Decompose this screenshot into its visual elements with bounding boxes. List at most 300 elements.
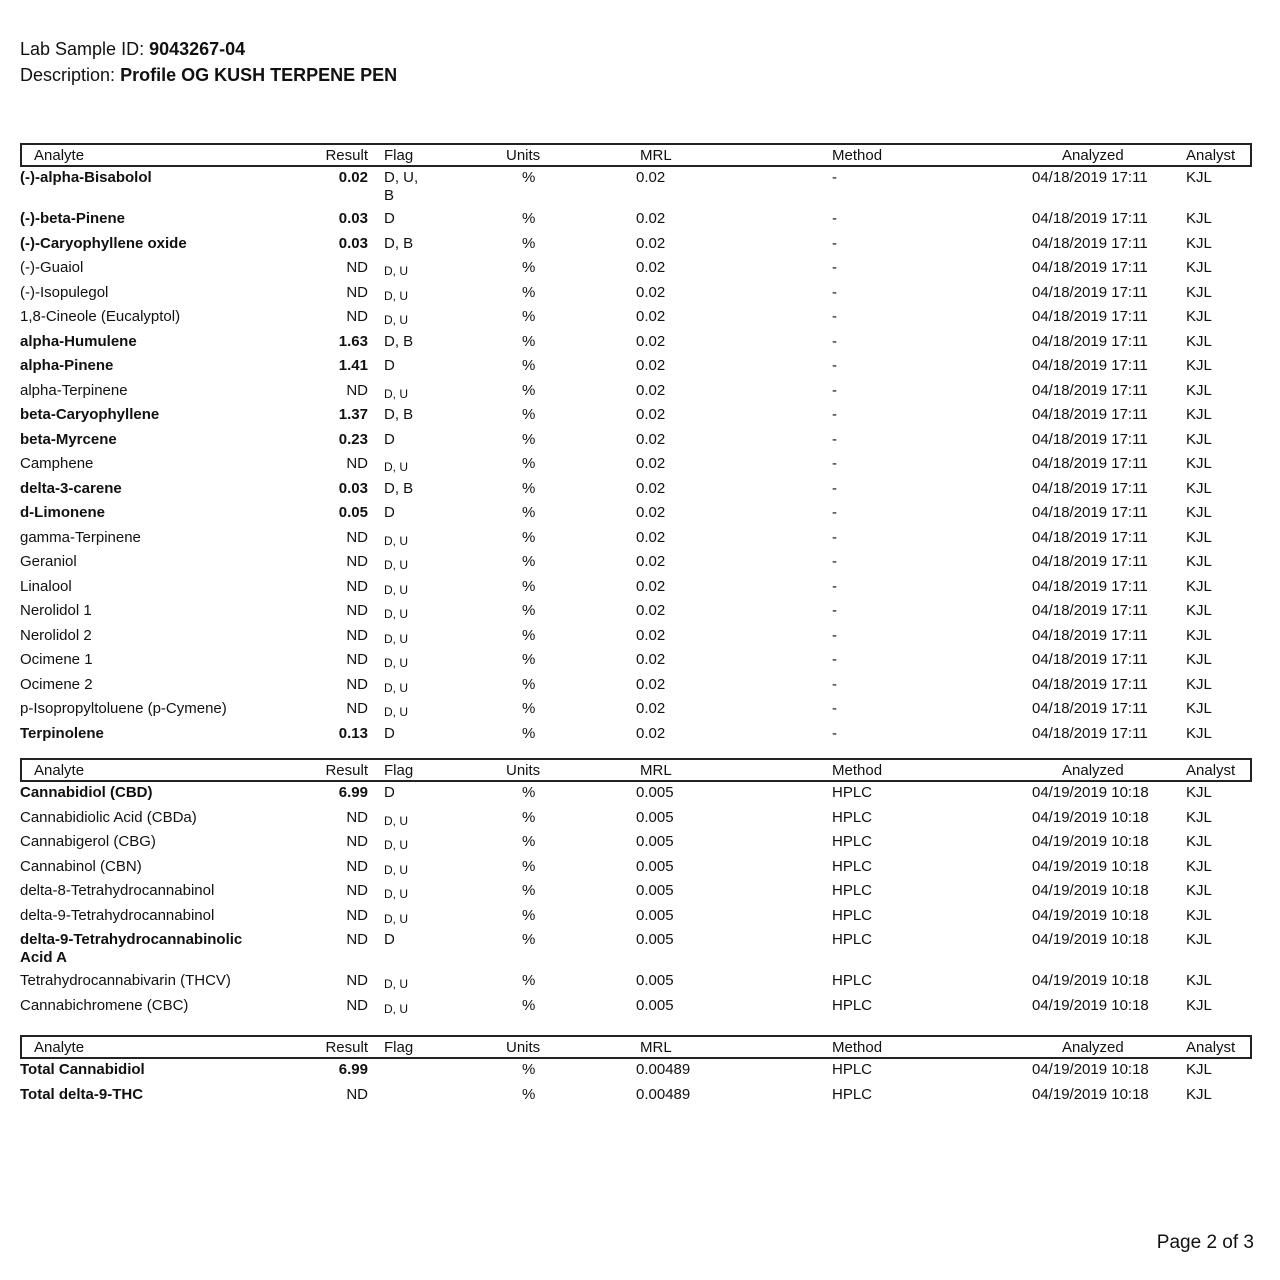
- column-header-result: Result: [325, 762, 368, 779]
- cell-result: ND: [346, 455, 368, 472]
- cell-analyzed: 04/18/2019 17:11: [1032, 308, 1148, 325]
- cell-units: %: [522, 882, 536, 899]
- cell-mrl: 0.02: [636, 210, 666, 227]
- cell-flag: D, U: [384, 862, 408, 877]
- cell-units: %: [522, 700, 536, 717]
- cell-analyzed: 04/19/2019 10:18: [1032, 833, 1149, 850]
- table-row: [20, 856, 1252, 881]
- cell-analyte: Ocimene 2: [20, 675, 93, 693]
- cell-mrl: 0.02: [636, 430, 666, 448]
- cell-flag: D, U: [384, 558, 408, 572]
- cell-mrl: 0.02: [636, 479, 666, 497]
- cell-analyzed: 04/18/2019 17:11: [1032, 381, 1148, 399]
- cell-flag: D, B: [384, 406, 414, 423]
- cell-units: %: [522, 430, 536, 448]
- cell-analyte: (-)-alpha-Bisabolol: [20, 169, 152, 186]
- cell-analyst: KJL: [1186, 332, 1212, 350]
- totals-table-header-row: [20, 1035, 1252, 1059]
- cell-units: %: [522, 675, 536, 693]
- cell-analyte: Camphene: [20, 455, 94, 472]
- cell-analyte: p-Isopropyltoluene (p-Cymene): [20, 700, 227, 717]
- cell-result: 1.41: [338, 357, 368, 374]
- column-header-method: Method: [832, 147, 883, 164]
- cell-units: %: [522, 577, 536, 595]
- cell-analyst: KJL: [1186, 700, 1212, 717]
- cell-result: 0.05: [338, 504, 368, 521]
- cell-analyst: KJL: [1186, 675, 1212, 693]
- cell-analyzed: 04/18/2019 17:11: [1032, 553, 1148, 570]
- cell-analyzed: 04/19/2019 10:18: [1032, 996, 1149, 1014]
- cell-mrl: 0.02: [636, 169, 666, 186]
- cell-analyst: KJL: [1186, 504, 1212, 521]
- cell-method: -: [832, 455, 837, 472]
- cell-analyst: KJL: [1186, 996, 1212, 1014]
- cell-units: %: [522, 626, 536, 644]
- cell-units: %: [522, 651, 536, 668]
- cell-analyst: KJL: [1186, 906, 1212, 924]
- cell-mrl: 0.005: [636, 833, 674, 850]
- cell-flag: D: [384, 784, 395, 801]
- cell-analyte: alpha-Terpinene: [20, 381, 128, 399]
- cell-analyzed: 04/19/2019 10:18: [1032, 857, 1149, 875]
- cell-analyzed: 04/18/2019 17:11: [1032, 406, 1148, 423]
- column-header-result: Result: [325, 147, 368, 164]
- cell-analyst: KJL: [1186, 651, 1212, 668]
- table-row: [20, 625, 1252, 650]
- cell-analyzed: 04/19/2019 10:18: [1032, 972, 1149, 989]
- cell-flag: D, U: [384, 607, 408, 621]
- cell-flag: D, U: [384, 264, 408, 278]
- totals-table: [20, 1035, 1252, 1108]
- cell-analyte: d-Limonene: [20, 504, 105, 521]
- report-header: [20, 36, 397, 88]
- cell-result: ND: [346, 972, 368, 989]
- cell-analyte: Total delta-9-THC: [20, 1085, 144, 1103]
- cell-units: %: [522, 784, 536, 801]
- cell-analyst: KJL: [1186, 283, 1212, 301]
- cell-mrl: 0.02: [636, 283, 666, 301]
- cell-result: 0.13: [338, 724, 368, 742]
- column-header-analyte: Analyte: [34, 1039, 85, 1056]
- cell-analyte: beta-Caryophyllene: [20, 406, 160, 423]
- cell-method: -: [832, 602, 837, 619]
- cell-result: ND: [346, 553, 368, 570]
- column-header-units: Units: [506, 147, 541, 164]
- cell-method: -: [832, 381, 837, 399]
- cell-analyte: (-)-Isopulegol: [20, 283, 109, 301]
- cell-method: HPLC: [832, 906, 873, 924]
- cell-flag: D: [384, 357, 395, 374]
- cell-analyst: KJL: [1186, 234, 1212, 252]
- cell-result: 0.03: [338, 210, 368, 227]
- cell-flag: D, U: [384, 838, 408, 852]
- cell-flag: D, U: [384, 977, 408, 991]
- table-row: [20, 331, 1252, 356]
- cell-analyzed: 04/18/2019 17:11: [1032, 651, 1148, 668]
- table-row: [20, 404, 1252, 429]
- cell-mrl: 0.005: [636, 972, 674, 989]
- table-row: [20, 282, 1252, 307]
- table-row: [20, 1084, 1252, 1109]
- cell-method: HPLC: [832, 857, 873, 875]
- cell-analyte: Cannabichromene (CBC): [20, 996, 189, 1014]
- column-header-mrl: MRL: [640, 147, 672, 164]
- cell-flag: D: [384, 504, 395, 521]
- cell-analyst: KJL: [1186, 308, 1212, 325]
- cell-analyst: KJL: [1186, 430, 1212, 448]
- cell-mrl: 0.02: [636, 724, 666, 742]
- cell-flag: D, U: [384, 887, 408, 901]
- cell-result: 1.37: [338, 406, 368, 423]
- cell-analyzed: 04/18/2019 17:11: [1032, 455, 1148, 472]
- cell-analyzed: 04/18/2019 17:11: [1032, 210, 1148, 227]
- cell-analyzed: 04/19/2019 10:18: [1032, 1085, 1149, 1103]
- cell-analyte: Total Cannabidiol: [20, 1061, 145, 1078]
- cell-mrl: 0.005: [636, 882, 674, 899]
- cell-units: %: [522, 1085, 536, 1103]
- table-row: [20, 807, 1252, 832]
- column-header-analyzed: Analyzed: [1062, 1039, 1124, 1056]
- cell-method: -: [832, 430, 837, 448]
- sample-id-line: [20, 36, 397, 62]
- cell-method: -: [832, 626, 837, 644]
- cell-mrl: 0.02: [636, 675, 666, 693]
- cell-analyst: KJL: [1186, 1085, 1212, 1103]
- column-header-analyst: Analyst: [1186, 147, 1236, 164]
- cell-mrl: 0.00489: [636, 1085, 691, 1103]
- cell-analyte: delta-9-Tetrahydrocannabinolic Acid A: [20, 931, 243, 966]
- cell-analyzed: 04/18/2019 17:11: [1032, 602, 1148, 619]
- cell-analyst: KJL: [1186, 1061, 1212, 1078]
- cell-analyzed: 04/18/2019 17:11: [1032, 675, 1148, 693]
- table-row: [20, 527, 1252, 552]
- cell-analyst: KJL: [1186, 455, 1212, 472]
- cell-method: HPLC: [832, 808, 873, 826]
- table-row: [20, 905, 1252, 930]
- cell-analyst: KJL: [1186, 577, 1212, 595]
- cell-units: %: [522, 169, 536, 186]
- cell-result: 0.23: [338, 430, 368, 448]
- cell-analyst: KJL: [1186, 882, 1212, 899]
- cell-analyzed: 04/18/2019 17:11: [1032, 283, 1148, 301]
- cannabinoid-table-header-row: [20, 758, 1252, 782]
- table-row: [20, 1059, 1252, 1084]
- cell-analyzed: 04/18/2019 17:11: [1032, 577, 1148, 595]
- cell-flag: D, U: [384, 705, 408, 719]
- cell-units: %: [522, 553, 536, 570]
- cell-analyte: (-)-Guaiol: [20, 259, 84, 276]
- table-row: [20, 306, 1252, 331]
- table-row: [20, 257, 1252, 282]
- table-row: [20, 929, 1252, 970]
- cell-mrl: 0.02: [636, 308, 666, 325]
- cell-analyte: 1,8-Cineole (Eucalyptol): [20, 308, 181, 325]
- cell-units: %: [522, 479, 536, 497]
- cell-method: HPLC: [832, 784, 873, 801]
- cell-units: %: [522, 210, 536, 227]
- description-value: Profile OG KUSH TERPENE PEN: [120, 65, 398, 85]
- cell-method: -: [832, 528, 837, 546]
- cell-mrl: 0.005: [636, 996, 674, 1014]
- cell-result: ND: [346, 602, 368, 619]
- cell-analyte: Cannabidiol (CBD): [20, 784, 153, 801]
- cell-analyst: KJL: [1186, 626, 1212, 644]
- cell-analyst: KJL: [1186, 210, 1212, 227]
- cell-analyst: KJL: [1186, 931, 1212, 948]
- cell-mrl: 0.005: [636, 906, 674, 924]
- cell-method: -: [832, 479, 837, 497]
- column-header-units: Units: [506, 1039, 541, 1056]
- cannabinoid-table: [20, 758, 1252, 1019]
- table-row: [20, 233, 1252, 258]
- cell-units: %: [522, 808, 536, 826]
- column-header-analyzed: Analyzed: [1062, 147, 1124, 164]
- cell-flag: D, B: [384, 234, 414, 252]
- column-header-units: Units: [506, 762, 541, 779]
- cell-analyte: Cannabidiolic Acid (CBDa): [20, 808, 197, 826]
- cell-result: 0.03: [338, 479, 368, 497]
- table-row: [20, 831, 1252, 856]
- cell-method: -: [832, 406, 837, 423]
- terpene-table-header-row: [20, 143, 1252, 167]
- cell-method: -: [832, 553, 837, 570]
- cell-flag: D: [384, 724, 395, 742]
- cell-mrl: 0.02: [636, 234, 666, 252]
- cell-result: ND: [346, 1085, 368, 1103]
- cell-mrl: 0.02: [636, 504, 666, 521]
- cell-analyst: KJL: [1186, 553, 1212, 570]
- column-header-analyzed: Analyzed: [1062, 762, 1124, 779]
- cell-analyzed: 04/18/2019 17:11: [1032, 626, 1148, 644]
- cell-flag: D, U: [384, 813, 408, 828]
- cell-mrl: 0.02: [636, 577, 666, 595]
- cell-method: HPLC: [832, 996, 873, 1014]
- cell-method: HPLC: [832, 931, 873, 948]
- column-header-flag: Flag: [384, 1039, 414, 1056]
- cell-units: %: [522, 972, 536, 989]
- cell-flag: D, U: [384, 656, 408, 670]
- cell-result: ND: [346, 308, 368, 325]
- cell-result: 6.99: [338, 1061, 368, 1078]
- cell-analyzed: 04/18/2019 17:11: [1032, 479, 1148, 497]
- table-row: [20, 208, 1252, 233]
- cell-units: %: [522, 332, 536, 350]
- cell-analyte: Nerolidol 2: [20, 626, 92, 644]
- cell-units: %: [522, 406, 536, 423]
- cell-method: -: [832, 234, 837, 252]
- table-row: [20, 502, 1252, 527]
- cell-flag: D, U: [384, 460, 408, 474]
- column-header-analyte: Analyte: [34, 762, 85, 779]
- cell-method: HPLC: [832, 882, 873, 899]
- table-row: [20, 970, 1252, 995]
- cell-units: %: [522, 308, 536, 325]
- table-row: [20, 453, 1252, 478]
- cell-method: HPLC: [832, 1061, 873, 1078]
- cell-analyzed: 04/18/2019 17:11: [1032, 259, 1148, 276]
- cell-flag: D, U: [384, 911, 408, 926]
- cell-mrl: 0.00489: [636, 1061, 691, 1078]
- column-header-flag: Flag: [384, 147, 414, 164]
- cell-result: ND: [346, 882, 368, 899]
- cell-analyzed: 04/18/2019 17:11: [1032, 169, 1148, 186]
- cell-units: %: [522, 283, 536, 301]
- cell-flag: D, U: [384, 582, 408, 597]
- cell-flag: D, U: [384, 680, 408, 695]
- cell-method: -: [832, 332, 837, 350]
- cell-mrl: 0.02: [636, 553, 666, 570]
- cell-mrl: 0.02: [636, 626, 666, 644]
- table-row: [20, 995, 1252, 1020]
- cell-units: %: [522, 528, 536, 546]
- cell-analyte: delta-8-Tetrahydrocannabinol: [20, 882, 215, 899]
- table-row: [20, 880, 1252, 905]
- cell-analyst: KJL: [1186, 602, 1212, 619]
- cell-units: %: [522, 996, 536, 1014]
- column-header-flag: Flag: [384, 762, 414, 779]
- cell-result: ND: [346, 528, 368, 546]
- cell-result: ND: [346, 808, 368, 826]
- cell-units: %: [522, 234, 536, 252]
- cell-method: -: [832, 724, 837, 742]
- cell-result: ND: [346, 381, 368, 399]
- cell-mrl: 0.02: [636, 602, 666, 619]
- cell-analyte: Nerolidol 1: [20, 602, 92, 619]
- cell-mrl: 0.02: [636, 700, 666, 717]
- cell-analyte: Geraniol: [20, 553, 77, 570]
- cell-mrl: 0.005: [636, 784, 674, 801]
- cell-mrl: 0.005: [636, 931, 674, 948]
- page-number: Page 2 of 3: [1156, 1232, 1254, 1253]
- table-row: [20, 782, 1252, 807]
- cell-method: -: [832, 210, 837, 227]
- cell-method: -: [832, 675, 837, 693]
- cell-result: ND: [346, 651, 368, 668]
- cell-analyst: KJL: [1186, 169, 1212, 186]
- cell-units: %: [522, 724, 536, 742]
- cell-mrl: 0.02: [636, 406, 666, 423]
- column-header-analyst: Analyst: [1186, 762, 1236, 779]
- cell-flag: D: [384, 931, 395, 948]
- cell-method: -: [832, 169, 837, 186]
- cell-units: %: [522, 857, 536, 875]
- cell-method: -: [832, 577, 837, 595]
- cell-analyzed: 04/18/2019 17:11: [1032, 724, 1148, 742]
- cell-analyst: KJL: [1186, 784, 1212, 801]
- cell-analyte: Terpinolene: [20, 724, 104, 742]
- cell-result: ND: [346, 283, 368, 301]
- cell-analyte: Cannabinol (CBN): [20, 857, 142, 875]
- cell-analyzed: 04/19/2019 10:18: [1032, 882, 1149, 899]
- cell-flag: D: [384, 210, 395, 227]
- cell-analyst: KJL: [1186, 381, 1212, 399]
- description-label: Description:: [20, 65, 116, 85]
- table-row: [20, 698, 1252, 723]
- cell-units: %: [522, 602, 536, 619]
- cell-analyte: Linalool: [20, 577, 72, 595]
- cell-analyte: (-)-beta-Pinene: [20, 210, 125, 227]
- cell-analyte: delta-3-carene: [20, 479, 122, 497]
- cell-mrl: 0.02: [636, 259, 666, 276]
- cell-result: ND: [346, 996, 368, 1014]
- cell-result: ND: [346, 700, 368, 717]
- cell-analyzed: 04/19/2019 10:18: [1032, 1061, 1149, 1078]
- cell-method: HPLC: [832, 1085, 873, 1103]
- cell-method: -: [832, 504, 837, 521]
- table-row: [20, 649, 1252, 674]
- cell-units: %: [522, 504, 536, 521]
- cell-result: ND: [346, 906, 368, 924]
- cell-mrl: 0.02: [636, 381, 666, 399]
- cell-analyst: KJL: [1186, 808, 1212, 826]
- cell-analyzed: 04/19/2019 10:18: [1032, 906, 1149, 924]
- cell-method: HPLC: [832, 972, 873, 989]
- cell-mrl: 0.02: [636, 357, 666, 374]
- cell-flag: D: [384, 430, 395, 448]
- cell-mrl: 0.005: [636, 808, 674, 826]
- cell-method: -: [832, 308, 837, 325]
- cell-analyte: (-)-Caryophyllene oxide: [20, 234, 187, 252]
- cell-analyzed: 04/18/2019 17:11: [1032, 430, 1148, 448]
- cell-analyzed: 04/18/2019 17:11: [1032, 234, 1148, 252]
- cell-mrl: 0.005: [636, 857, 674, 875]
- cell-result: ND: [346, 626, 368, 644]
- cell-analyte: gamma-Terpinene: [20, 528, 141, 546]
- cell-analyst: KJL: [1186, 528, 1212, 546]
- column-header-analyst: Analyst: [1186, 1039, 1236, 1056]
- table-row: [20, 674, 1252, 699]
- cell-analyst: KJL: [1186, 833, 1212, 850]
- table-row: [20, 429, 1252, 454]
- cell-result: 6.99: [338, 784, 368, 801]
- description-line: [20, 62, 397, 88]
- sample-id-label: Lab Sample ID:: [20, 39, 145, 59]
- cell-result: ND: [346, 931, 368, 948]
- terpene-table: [20, 143, 1252, 747]
- cell-method: -: [832, 651, 837, 668]
- cell-mrl: 0.02: [636, 455, 666, 472]
- cell-units: %: [522, 381, 536, 399]
- cell-mrl: 0.02: [636, 651, 666, 668]
- cell-mrl: 0.02: [636, 332, 666, 350]
- cell-flag: D, U: [384, 313, 408, 327]
- cell-analyzed: 04/18/2019 17:11: [1032, 700, 1148, 717]
- cell-analyst: KJL: [1186, 857, 1212, 875]
- cell-units: %: [522, 1061, 536, 1078]
- cell-analyte: beta-Myrcene: [20, 430, 117, 448]
- table-row: [20, 723, 1252, 748]
- cell-flag: D, U: [384, 631, 408, 646]
- cell-analyzed: 04/19/2019 10:18: [1032, 808, 1149, 826]
- cell-flag: D, B: [384, 332, 414, 350]
- cell-method: -: [832, 357, 837, 374]
- column-header-method: Method: [832, 1039, 883, 1056]
- cell-result: 0.02: [338, 169, 368, 186]
- cell-result: ND: [346, 577, 368, 595]
- column-header-result: Result: [325, 1039, 368, 1056]
- cell-method: HPLC: [832, 833, 873, 850]
- cell-flag: D, U: [384, 1001, 408, 1016]
- table-row: [20, 551, 1252, 576]
- cell-result: 1.63: [338, 332, 368, 350]
- table-row: [20, 355, 1252, 380]
- table-row: [20, 600, 1252, 625]
- cell-method: -: [832, 259, 837, 276]
- cell-analyzed: 04/18/2019 17:11: [1032, 504, 1148, 521]
- table-row: [20, 478, 1252, 503]
- cell-analyzed: 04/18/2019 17:11: [1032, 332, 1148, 350]
- cell-units: %: [522, 259, 536, 276]
